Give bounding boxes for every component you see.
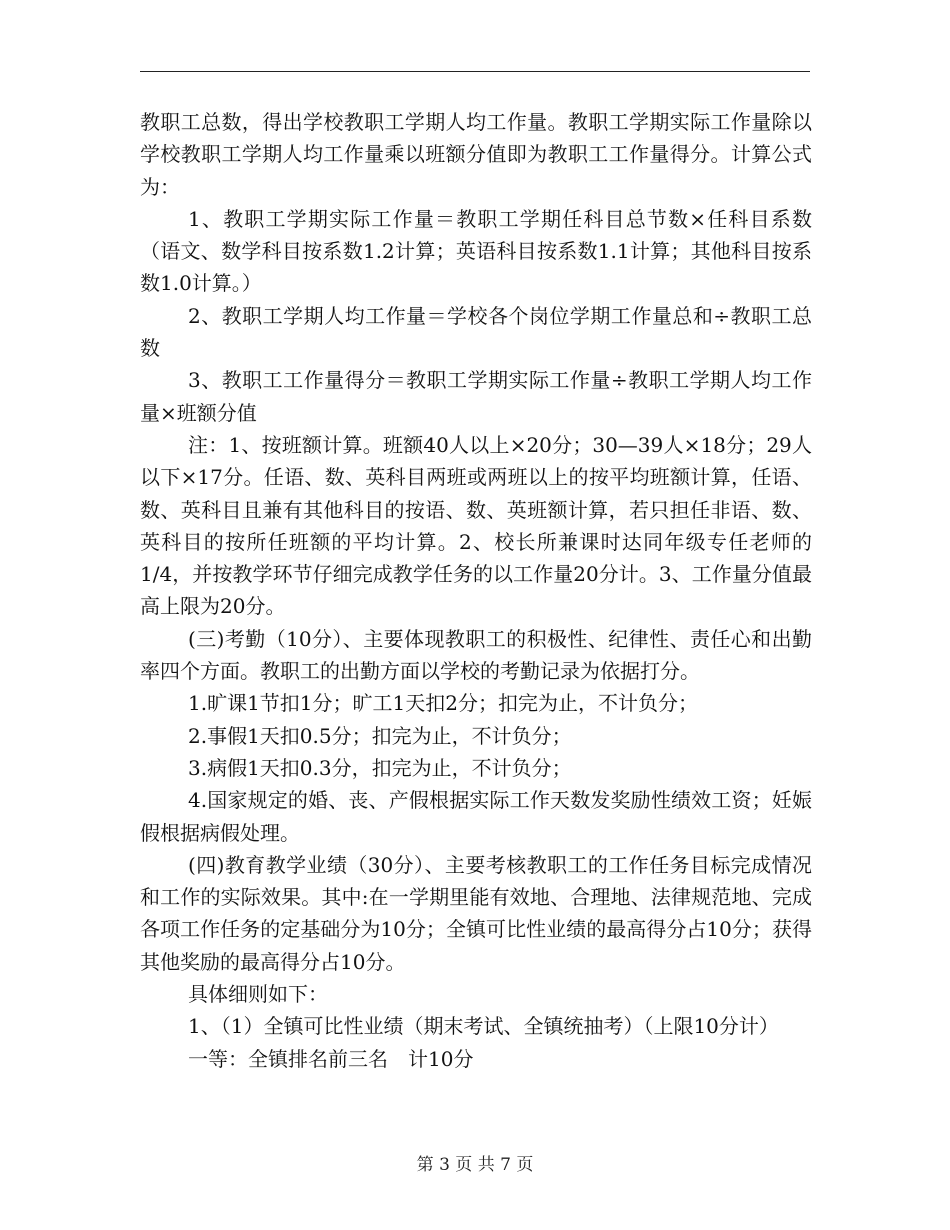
paragraph: 3.病假1天扣0.3分，扣完为止，不计负分； [188,755,572,780]
body-text [140,106,812,1075]
paragraph: 2、教职工学期人均工作量＝学校各个岗位学期工作量总和÷教职工总数 [140,303,812,361]
paragraph: 1.旷课1节扣1分；旷工1天扣2分；扣完为止，不计负分； [188,691,698,716]
paragraph: 教职工总数，得出学校教职工学期人均工作量。教职工学期实际工作量除以学校教职工学期人均工作量乘以班额分值即为教职工工作量得分。计算公式为： [140,110,812,199]
paragraph: 3、教职工工作量得分＝教职工学期实际工作量÷教职工学期人均工作量×班额分值 [140,368,812,425]
paragraph: 4.国家规定的婚、丧、产假根据实际工作天数发奖励性绩效工资；妊娠假根据病假处理。 [140,788,812,845]
paragraph: 2.事假1天扣0.5分；扣完为止，不计负分； [188,723,572,748]
paragraph: (四)教育教学业绩（30分）、主要考核教职工的工作任务目标完成情况和工作的实际效果。其中:在一学期里能有效地、合理地、法律规范地、完成各项工作任务的定基础分为10分；全镇可比性业绩的最高得分占10分；获得其他奖励的最高得分占10分。 [140,852,812,974]
paragraph: 具体细则如下： [188,982,328,1007]
paragraph: (三)考勤（10分）、主要体现教职工的积极性、纪律性、责任心和出勤率四个方面。教职工的出勤方面以学校的考勤记录为依据打分。 [140,626,812,684]
paragraph: 1、（1）全镇可比性业绩（期末考试、全镇统抽考）（上限10分计） [188,1014,779,1039]
header-rule [140,71,810,72]
page-number-footer: 第 3 页 共 7 页 [416,1155,534,1175]
paragraph: 注：1、按班额计算。班额40人以上×20分；30—39人×18分；29人以下×17分。任语、数、英科目两班或两班以上的按平均班额计算，任语、数、英科目且兼有其他科目的按语、数、英班额计算，若只担任非语、数、英科目的按所任班额的平均计算。2、校长所兼课时达同年级专任老师的1/4，并按教学环节仔细完成教学任务的以工作量20分计。3、工作量分值最高上限为20分。 [140,432,812,619]
paragraph: 1、教职工学期实际工作量＝教职工学期任科目总节数×任科目系数（语文、数学科目按系数1.2计算；英语科目按系数1.1计算；其他科目按系数1.0计算。） [140,206,812,296]
paragraph: 一等：全镇排名前三名 计10分 [188,1046,474,1071]
